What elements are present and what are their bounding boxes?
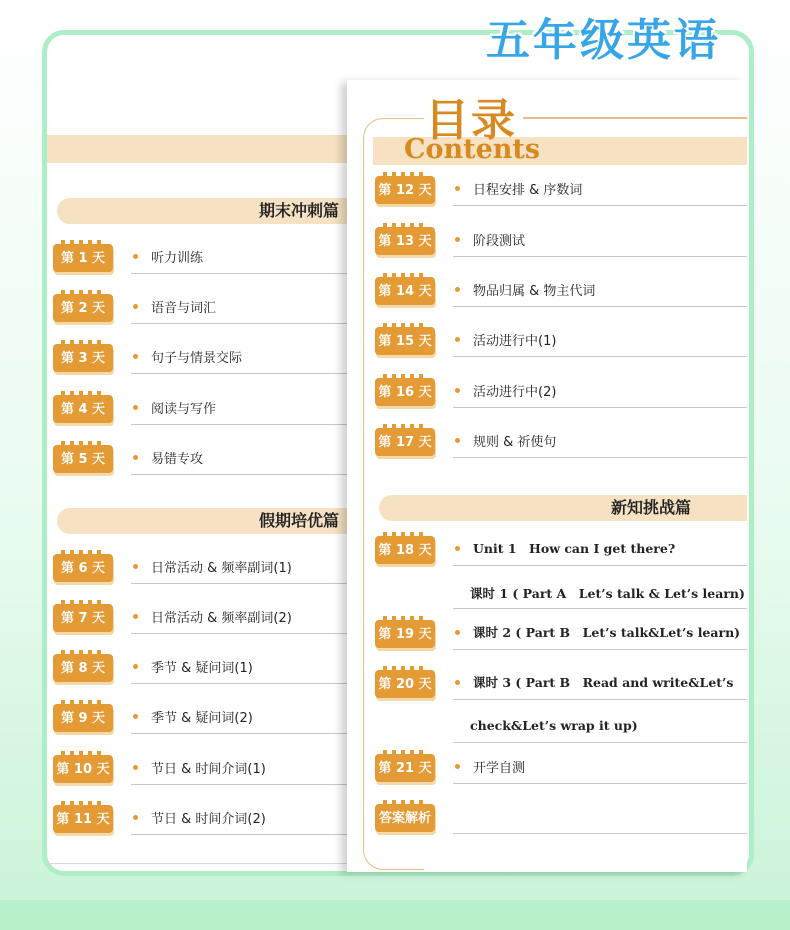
- row-underline: [131, 373, 347, 374]
- day-badge: 第 12 天: [375, 176, 435, 204]
- toc-item-text: 季节 & 疑问词(2): [151, 711, 253, 726]
- title-rule: [523, 117, 747, 119]
- bullet-icon: [455, 546, 460, 551]
- bullet-icon: [133, 254, 138, 259]
- bullet-icon: [133, 564, 138, 569]
- row-underline: [453, 699, 747, 700]
- toc-row-day17[interactable]: [375, 426, 747, 466]
- toc-row-day14[interactable]: [375, 275, 747, 315]
- toc-row-day11[interactable]: [53, 803, 347, 843]
- day-badge: 第 6 天: [53, 554, 113, 582]
- section-title-jiaqi: 假期培优篇: [57, 508, 347, 534]
- toc-row-day5[interactable]: [53, 443, 347, 483]
- day-badge: 第 1 天: [53, 244, 113, 272]
- left-bottom-line: [47, 863, 347, 864]
- bullet-icon: [133, 664, 138, 669]
- toc-item-text: 活动进行中(1): [473, 334, 557, 349]
- toc-item-text: 语音与词汇: [151, 301, 217, 316]
- toc-item-text: 阅读与写作: [151, 402, 217, 417]
- row-underline: [131, 633, 347, 634]
- toc-item-text: 课时 3 ( Part B Read and write&Let’s: [473, 675, 734, 690]
- toc-row-day7[interactable]: [53, 602, 347, 642]
- bullet-icon: [455, 388, 460, 393]
- bullet-icon: [455, 287, 460, 292]
- bullet-icon: [455, 186, 460, 191]
- day-badge: 第 3 天: [53, 344, 113, 372]
- toc-title-cn: 目录: [425, 95, 517, 146]
- toc-row-day16[interactable]: [375, 376, 747, 416]
- day-badge: 第 13 天: [375, 227, 435, 255]
- bullet-icon: [133, 304, 138, 309]
- row-underline: [453, 783, 747, 784]
- toc-row-day1[interactable]: [53, 242, 347, 282]
- day-badge: 第 10 天: [53, 755, 113, 783]
- bullet-icon: [133, 765, 138, 770]
- toc-item-text: 听力训练: [151, 251, 204, 266]
- row-underline: [453, 457, 747, 458]
- row-underline: [453, 742, 747, 743]
- toc-item-text: 阶段测试: [473, 234, 526, 249]
- bottom-band: [0, 900, 790, 930]
- row-underline: [131, 424, 347, 425]
- bullet-icon: [133, 354, 138, 359]
- toc-row-day10[interactable]: [53, 753, 347, 793]
- toc-row-day4[interactable]: [53, 393, 347, 433]
- toc-item-text: 季节 & 疑问词(1): [151, 661, 253, 676]
- row-underline: [131, 583, 347, 584]
- row-underline: [453, 565, 747, 566]
- row-underline: [453, 608, 747, 609]
- bullet-icon: [455, 438, 460, 443]
- row-underline: [131, 784, 347, 785]
- day-badge: 第 5 天: [53, 445, 113, 473]
- day-badge: 第 20 天: [375, 670, 435, 698]
- row-underline: [453, 649, 747, 650]
- left-top-band: [47, 135, 347, 163]
- row-underline: [131, 474, 347, 475]
- toc-row-day21[interactable]: [375, 752, 747, 792]
- toc-row-day18[interactable]: [375, 534, 747, 574]
- bullet-icon: [455, 630, 460, 635]
- lesson-1-text[interactable]: 课时 1 ( Part A Let’s talk & Let’s learn): [470, 586, 745, 601]
- bullet-icon: [133, 714, 138, 719]
- row-underline: [131, 733, 347, 734]
- row-underline: [453, 256, 747, 257]
- row-underline: [453, 407, 747, 408]
- row-underline: [131, 273, 347, 274]
- toc-row-day19[interactable]: [375, 618, 747, 658]
- toc-item-text: 规则 & 祈使句: [473, 435, 557, 450]
- answers-badge: 答案解析: [375, 804, 435, 832]
- toc-item-text: 物品归属 & 物主代词: [473, 284, 596, 299]
- bullet-icon: [455, 680, 460, 685]
- toc-title-en: Contents: [404, 134, 541, 165]
- lesson-3-continued[interactable]: check&Let’s wrap it up): [470, 718, 638, 733]
- row-underline: [453, 205, 747, 206]
- day-badge: 第 18 天: [375, 536, 435, 564]
- section-title-xinzhi: 新知挑战篇: [379, 495, 747, 521]
- toc-item-text: 活动进行中(2): [473, 385, 557, 400]
- toc-item-text: 句子与情景交际: [151, 351, 243, 366]
- toc-row-day20[interactable]: [375, 668, 747, 708]
- row-underline: [131, 683, 347, 684]
- bullet-icon: [455, 337, 460, 342]
- row-underline: [131, 834, 347, 835]
- row-underline: [453, 306, 747, 307]
- left-page: [47, 35, 347, 871]
- toc-item-text: 日常活动 & 频率副词(2): [151, 611, 292, 626]
- toc-item-text: Unit 1 How can I get there?: [473, 541, 676, 556]
- toc-row-day15[interactable]: [375, 325, 747, 365]
- day-badge: 第 11 天: [53, 805, 113, 833]
- day-badge: 第 4 天: [53, 395, 113, 423]
- bullet-icon: [455, 764, 460, 769]
- toc-item-text: 节日 & 时间介词(2): [151, 812, 266, 827]
- row-underline: [131, 323, 347, 324]
- toc-row-day9[interactable]: [53, 702, 347, 742]
- toc-item-text: 易错专攻: [151, 452, 204, 467]
- bullet-icon: [133, 614, 138, 619]
- toc-item-text: 节日 & 时间介词(1): [151, 762, 266, 777]
- toc-row-day6[interactable]: [53, 552, 347, 592]
- bullet-icon: [133, 405, 138, 410]
- bullet-icon: [133, 815, 138, 820]
- day-badge: 第 17 天: [375, 428, 435, 456]
- day-badge: 第 14 天: [375, 277, 435, 305]
- day-badge: 第 9 天: [53, 704, 113, 732]
- toc-row-day3[interactable]: [53, 342, 347, 382]
- toc-row-day2[interactable]: [53, 292, 347, 332]
- bullet-icon: [133, 455, 138, 460]
- toc-row-day12[interactable]: [375, 174, 747, 214]
- toc-row-day13[interactable]: [375, 225, 747, 265]
- day-badge: 第 19 天: [375, 620, 435, 648]
- right-page: [347, 80, 747, 872]
- day-badge: 第 15 天: [375, 327, 435, 355]
- toc-item-text: 开学自测: [473, 761, 526, 776]
- toc-row-answers[interactable]: [375, 802, 747, 842]
- day-badge: 第 21 天: [375, 754, 435, 782]
- toc-row-day8[interactable]: [53, 652, 347, 692]
- row-underline: [453, 356, 747, 357]
- row-underline: [453, 833, 747, 834]
- bullet-icon: [455, 237, 460, 242]
- day-badge: 第 2 天: [53, 294, 113, 322]
- grade-title: 五年级英语: [486, 15, 721, 66]
- section-title-qimo: 期末冲刺篇: [57, 198, 347, 224]
- day-badge: 第 16 天: [375, 378, 435, 406]
- toc-item-text: 课时 2 ( Part B Let’s talk&Let’s learn): [473, 625, 741, 640]
- toc-item-text: 日常活动 & 频率副词(1): [151, 561, 292, 576]
- day-badge: 第 8 天: [53, 654, 113, 682]
- day-badge: 第 7 天: [53, 604, 113, 632]
- toc-item-text: 日程安排 & 序数词: [473, 183, 583, 198]
